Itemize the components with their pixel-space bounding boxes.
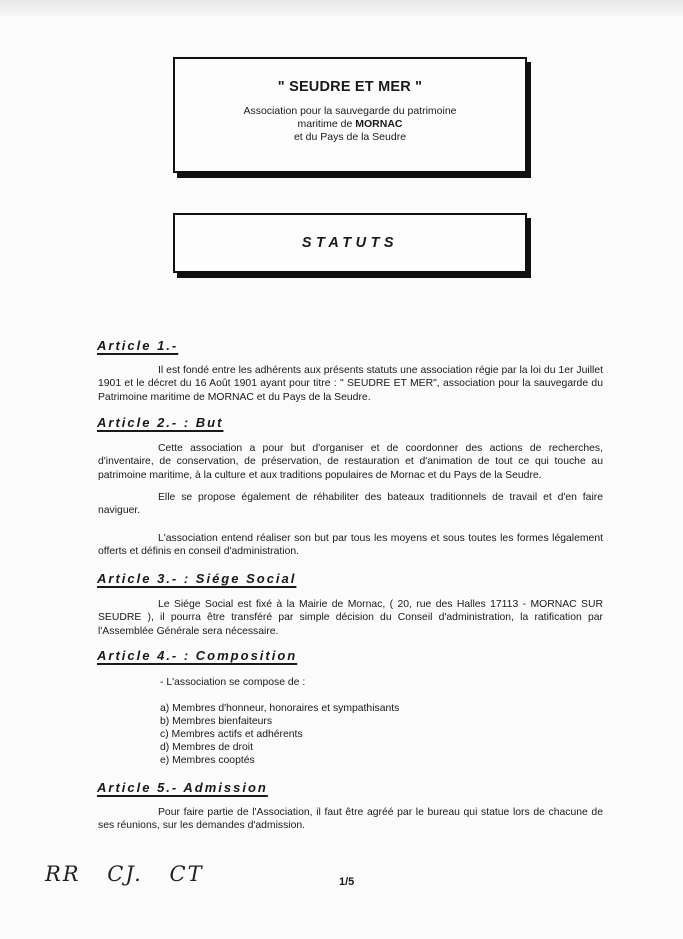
article-3-heading: Article 3.- : Siége Social <box>97 571 297 586</box>
article-4-intro: - L'association se compose de : <box>160 677 306 688</box>
member-type-item: e) Membres cooptés <box>160 755 255 766</box>
article-3-paragraph: Le Siége Social est fixé à la Mairie de Mornac, ( 20, rue des Halles 17113 - MORNAC SUR SEUDRE ), il pourra être transféré par simple décision du Conseil d'administration, la ratification par l'Assemblée Générale sera nécessaire. <box>98 599 603 637</box>
member-type-item: b) Membres bienfaiteurs <box>160 716 273 727</box>
article-5-heading: Article 5.- Admission <box>97 780 268 795</box>
article-4-member-list <box>160 702 399 767</box>
title-box <box>173 57 527 173</box>
subtitle-line-2-prefix: maritime de <box>297 118 356 130</box>
scan-shadow <box>0 0 683 18</box>
article-5-paragraph: Pour faire partie de l'Association, il faut être agréé par le bureau qui statue lors de chacune de ses réunions, sur les demandes d'admission. <box>98 807 603 832</box>
article-2-paragraph-3: L'association entend réaliser son but par tous les moyens et sous toutes les formes légalement offerts et définis en conseil d'administration. <box>98 533 603 558</box>
article-4-heading: Article 4.- : Composition <box>97 648 298 663</box>
member-type-item: a) Membres d'honneur, honoraires et sympathisants <box>160 703 400 714</box>
association-name: " SEUDRE ET MER " <box>277 79 423 95</box>
page-number: 1/5 <box>339 876 355 888</box>
statuts-title: STATUTS <box>301 235 399 251</box>
subtitle-line-3: et du Pays de la Seudre <box>293 131 407 143</box>
subtitle-line-2 <box>175 118 525 131</box>
handwritten-initials: RR CJ. CT <box>45 862 204 886</box>
member-type-item: c) Membres actifs et adhérents <box>160 729 303 740</box>
article-2-heading: Article 2.- : But <box>97 415 224 430</box>
subtitle-line-1: Association pour la sauvegarde du patrimoine <box>243 105 457 117</box>
article-1-heading: Article 1.- <box>97 338 179 353</box>
statuts-box <box>173 213 527 273</box>
article-2-paragraph-1: Cette association a pour but d'organiser et de coordonner des actions de recherches, d'inventaire, de conservation, de préservation, de restauration et d'animation de tout ce qui touche au patrimoine maritime, à la culture et aux traditions populaires de Mornac et du Pays de la Seudre. <box>98 443 603 481</box>
association-subtitle <box>175 105 525 144</box>
member-type-item: d) Membres de droit <box>160 742 253 753</box>
article-1-paragraph: Il est fondé entre les adhérents aux présents statuts une association régie par la loi du 1er Juillet 1901 et le décret du 16 Août 1901 ayant pour titre : " SEUDRE ET MER", association pour la sauvegarde du Patrimoine maritime de MORNAC et du Pays de la Seudre. <box>98 365 603 403</box>
article-2-paragraph-2: Elle se propose également de réhabiliter des bateaux traditionnels de travail et d'en faire naviguer. <box>98 492 603 517</box>
subtitle-line-2-bold: MORNAC <box>355 118 403 130</box>
